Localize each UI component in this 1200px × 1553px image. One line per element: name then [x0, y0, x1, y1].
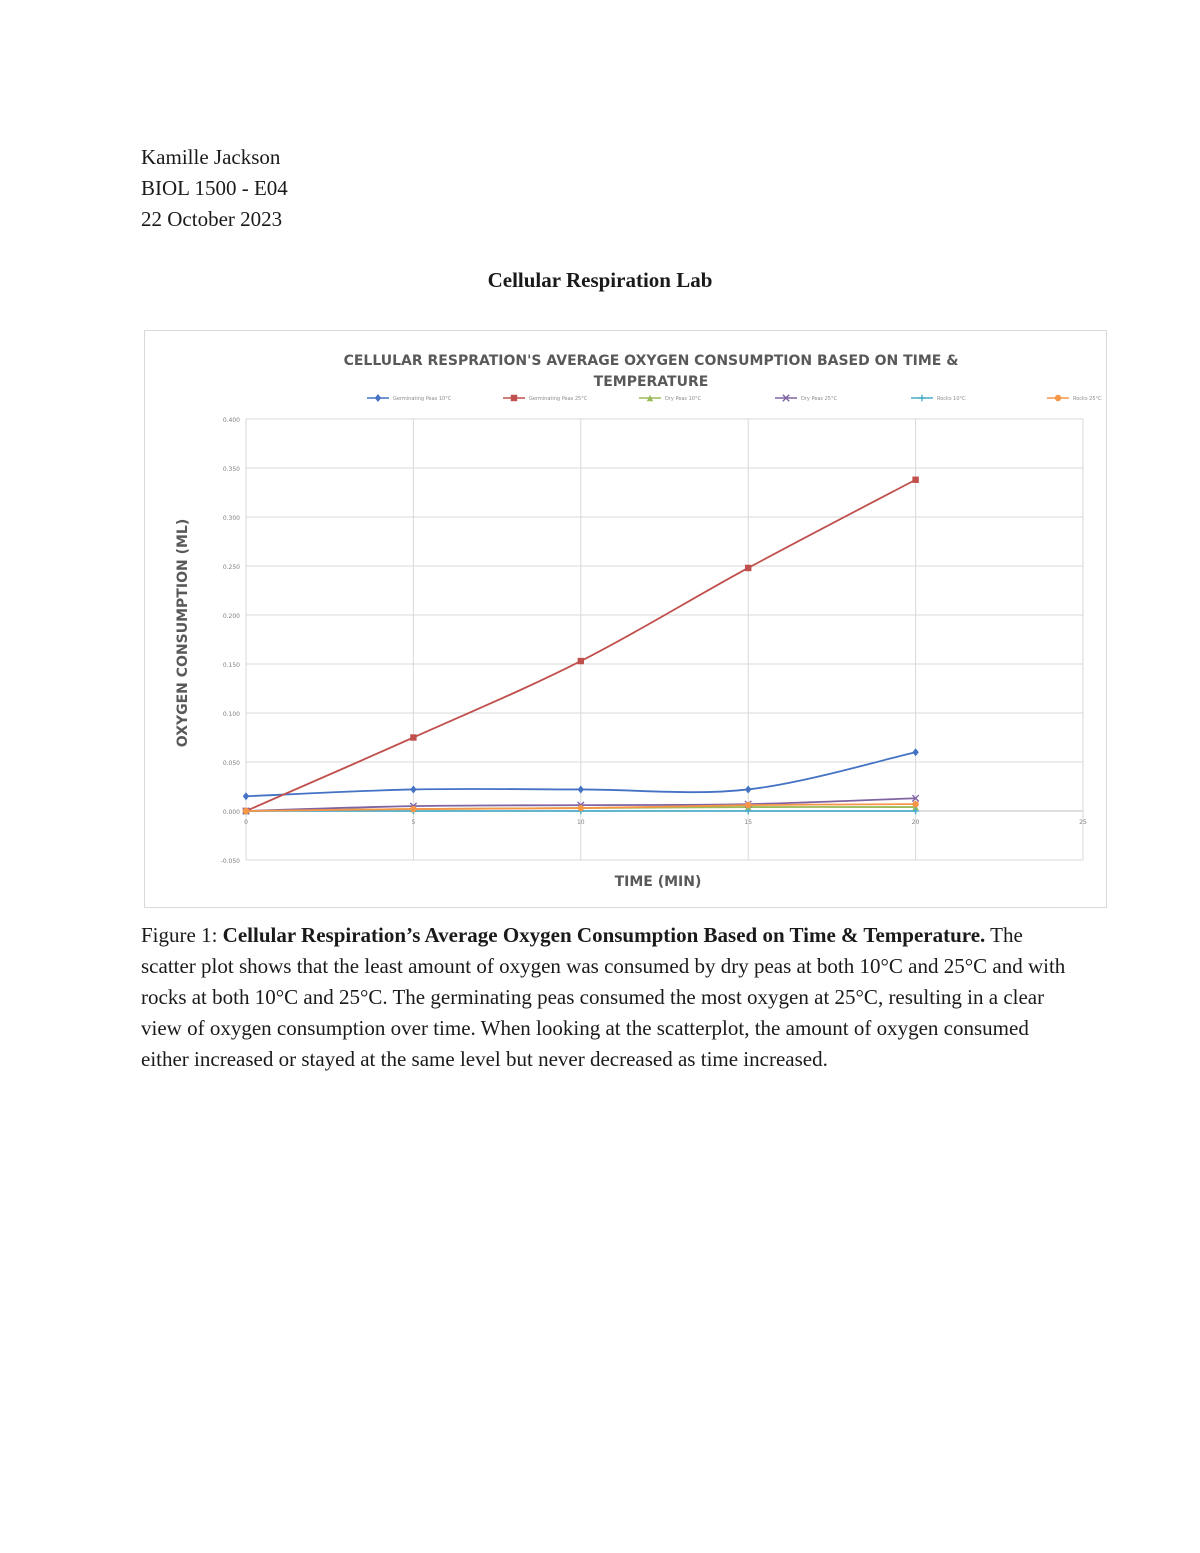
data-point	[912, 801, 918, 807]
x-tick-label: 5	[411, 819, 416, 826]
y-tick-label: 0.400	[222, 417, 240, 424]
data-point	[578, 785, 584, 793]
legend-label: Dry Peas 25°C	[801, 396, 837, 402]
data-point	[511, 395, 517, 401]
legend-label: Rocks 25°C	[1073, 396, 1102, 402]
caption-body: The scatter plot shows that the least amount of oxygen was consumed by dry peas at both 10°C and 25°C and with rocks at both 10°C and 25°C. The germinating peas consumed the most oxygen at 25°C, resulting in a clear view of oxygen consumption over time. When looking at the scatterplot, the amount of oxygen consumed either increased or stayed at the same level but never decreased as time increased.	[141, 923, 1066, 1071]
data-point	[243, 792, 249, 800]
x-tick-label: 10	[576, 819, 585, 826]
caption-bold-title: Cellular Respiration’s Average Oxygen Consumption Based on Time & Temperature.	[222, 923, 986, 947]
data-point	[578, 805, 584, 811]
chart-frame	[144, 330, 1107, 908]
figure-caption	[141, 920, 1071, 1075]
legend-label: Rocks 10°C	[937, 396, 966, 402]
data-point	[912, 477, 918, 483]
data-point	[410, 785, 416, 793]
chart-tick-labels	[221, 417, 1087, 865]
x-tick-label: 0	[244, 819, 248, 826]
y-tick-label: -0.050	[220, 858, 240, 865]
data-point	[745, 802, 751, 808]
y-tick-label: 0.100	[222, 711, 240, 718]
data-point	[1055, 395, 1061, 401]
x-tick-label: 25	[1079, 819, 1087, 826]
data-point	[375, 394, 381, 402]
document-date: 22 October 2023	[141, 207, 283, 231]
data-point	[578, 658, 584, 664]
data-point	[243, 808, 249, 814]
y-tick-label: 0.000	[222, 809, 240, 816]
data-point	[745, 565, 751, 571]
y-tick-label: 0.250	[222, 564, 240, 571]
data-point	[912, 748, 918, 756]
chart-title-line-1: CELLULAR RESPRATION'S AVERAGE OXYGEN CONSUMPTION BASED ON TIME &	[343, 353, 959, 369]
chart-x-axis-label: TIME (MIN)	[614, 874, 702, 890]
document-title: Cellular Respiration Lab	[487, 268, 713, 292]
legend-label: Germinating Peas 10°C	[393, 396, 452, 402]
oxygen-consumption-chart	[145, 331, 1106, 907]
y-tick-label: 0.200	[222, 613, 240, 620]
chart-grid	[246, 419, 1083, 860]
chart-legend	[367, 394, 1102, 402]
data-point	[410, 806, 416, 812]
y-tick-label: 0.050	[222, 760, 240, 767]
y-tick-label: 0.300	[222, 515, 240, 522]
data-point	[919, 395, 925, 401]
legend-label: Germinating Peas 25°C	[529, 396, 588, 402]
x-tick-label: 15	[744, 819, 753, 826]
data-point	[410, 734, 416, 740]
chart-y-axis-label: OXYGEN CONSUMPTION (ML)	[175, 518, 191, 748]
course-code: BIOL 1500 - E04	[141, 176, 288, 200]
caption-label: Figure 1:	[141, 923, 223, 947]
x-tick-label: 20	[911, 819, 920, 826]
legend-label: Dry Peas 10°C	[665, 396, 701, 402]
chart-title-line-2: TEMPERATURE	[593, 374, 709, 390]
y-tick-label: 0.150	[222, 662, 240, 669]
data-point	[745, 785, 751, 793]
author-name: Kamille Jackson	[141, 145, 281, 169]
y-tick-label: 0.350	[222, 466, 240, 473]
